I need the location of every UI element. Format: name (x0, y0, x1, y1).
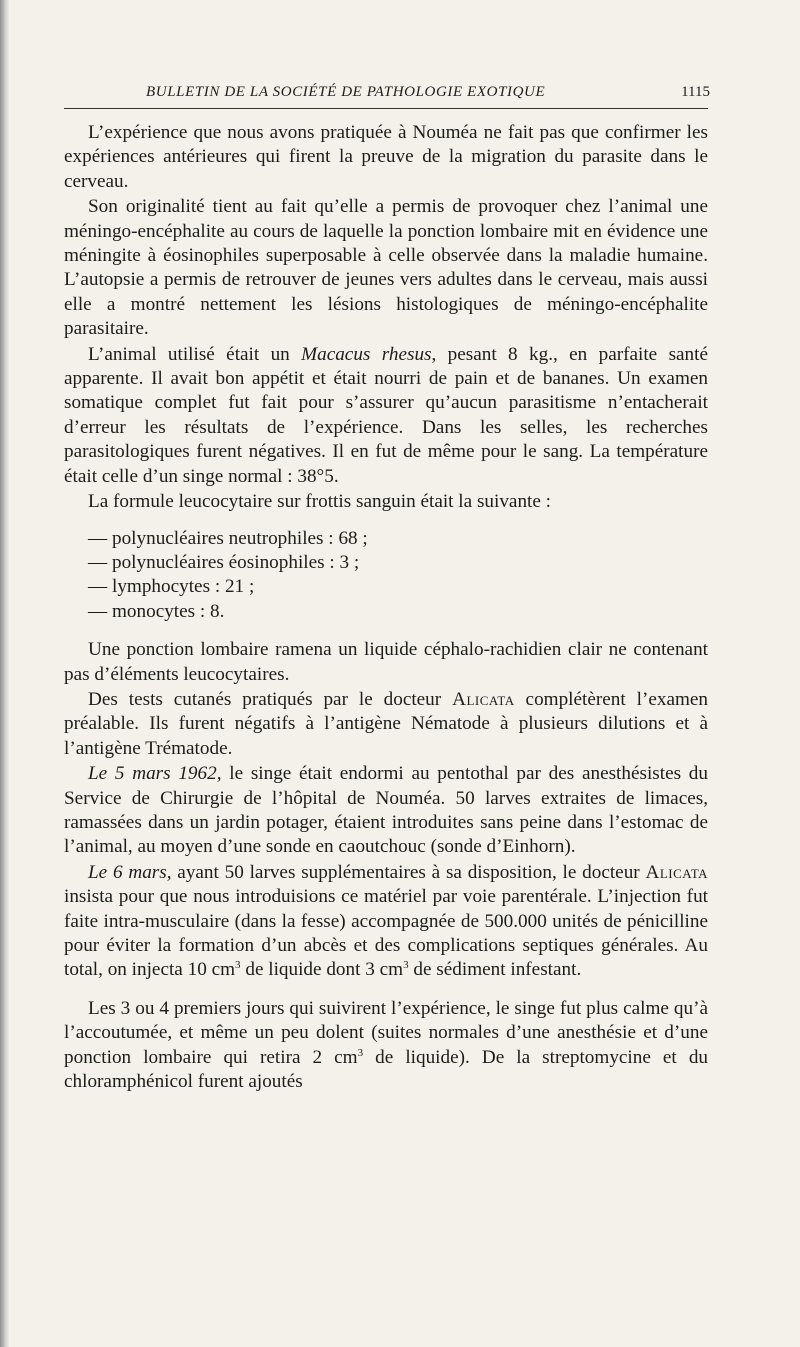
list-item: — polynucléaires éosinophiles : 3 ; (88, 551, 360, 573)
paragraph-1: L’expérience que nous avons pratiquée à Nouméa ne fait pas que confirmer les expériences antérieures qui firent la preuve de la migration du parasite dans le cerveau. (64, 122, 708, 192)
superscript: 3 (235, 959, 241, 972)
species-name: Macacus rhesus (301, 343, 432, 365)
paragraph-3 (64, 343, 708, 489)
paragraph-8-text-c: de liquide dont 3 cm (240, 959, 404, 981)
paragraph-8-text-b: insista pour que nous introduisions ce matériel par voie parentérale. L’injection fut faite intra-musculaire (dans la fesse) accompagnée de 500.000 unités de pénicilline pour éviter la formation d’un abcès et des complications septiques générales. Au total, on injecta 10 cm (64, 886, 708, 981)
paragraph-6-text-a: Des tests cutanés pratiqués par le docteur (88, 688, 453, 710)
paragraph-8-text-a: ayant 50 larves supplémentaires à sa disposition, le docteur (171, 861, 646, 883)
paragraph-7-text: le singe était endormi au pentothal par des anesthésistes du Service de Chirurgie de l’hôpital de Nouméa. 50 larves extraites de limaces, ramassées dans un jardin potager, étaient introduites sans peine dans l’estomac de l’animal, au moyen d’une sonde en caoutchouc (sonde d’Einhorn). (64, 763, 708, 858)
superscript: 3 (357, 1046, 364, 1059)
journal-title: BULLETIN DE LA SOCIÉTÉ DE PATHOLOGIE EXOTIQUE (146, 84, 546, 100)
paragraph-6-text-b: complétèrent l’examen préalable. Ils furent négatifs à l’antigène Nématode à plusieurs dilutions et à l’antigène Trématode. (64, 688, 708, 759)
leucocyte-formula-list (64, 527, 708, 625)
paragraph-3-text-b: , pesant 8 kg., en parfaite santé apparente. Il avait bon appétit et était nourri de pain et de bananes. Un examen somatique complet fut fait pour s’assurer qu’aucun parasitisme n’entacherait d’erreur les résultats de l’expérience. Dans les selles, les recherches parasitologiques furent négatives. Il en fut de même pour le sang. La température était celle d’un singe normal : 38°5. (64, 343, 708, 487)
document-page (64, 82, 708, 1094)
paragraph-2: Son originalité tient au fait qu’elle a permis de provoquer chez l’animal une méningo-encéphalite au cours de laquelle la ponction lombaire mit en évidence une méningite à éosinophiles superposable à celle observée dans la maladie humaine. L’autopsie a permis de retrouver de jeunes vers adultes dans le cerveau, mais aussi elle a montré nettement les lésions histologiques de méningo-encéphalite parasitaire. (64, 196, 708, 340)
paragraph-6 (64, 688, 708, 761)
paragraph-4: La formule leucocytaire sur frottis sanguin était la suivante : (88, 491, 552, 513)
paragraph-7 (64, 762, 708, 860)
page-number: 1115 (681, 84, 710, 100)
paragraph-9 (64, 997, 708, 1095)
date-6-mars: Le 6 mars, (88, 861, 172, 883)
list-item: — polynucléaires neutrophiles : 68 ; (88, 527, 368, 549)
list-item: — monocytes : 8. (88, 600, 225, 622)
paragraph-9-text-b: de liquide). De la streptomycine et du chloramphénicol furent ajoutés (64, 1046, 709, 1093)
paragraph-5: Une ponction lombaire ramena un liquide céphalo-rachidien clair ne contenant pas d’éléments leucocytaires. (64, 639, 708, 685)
list-item: — lymphocytes : 21 ; (88, 576, 255, 598)
paragraph-8-text-d: de sédiment infestant. (408, 959, 582, 981)
paragraph-3-text-a: L’animal utilisé était un (88, 343, 302, 365)
date-5-mars: Le 5 mars 1962, (88, 763, 222, 785)
article-body (64, 121, 708, 1094)
author-name: Alicata (452, 688, 515, 710)
author-name: Alicata (645, 861, 709, 883)
superscript: 3 (403, 959, 409, 972)
running-header (64, 82, 708, 109)
paragraph-9-text-a: Les 3 ou 4 premiers jours qui suivirent l’expérience, le singe fut plus calme qu’à l’accoutumée, et même un peu dolent (suites normales d’une anesthésie et d’une ponction lombaire qui retira 2 cm (64, 997, 708, 1068)
page-binding-edge (0, 0, 9, 1347)
paragraph-8 (64, 861, 708, 983)
